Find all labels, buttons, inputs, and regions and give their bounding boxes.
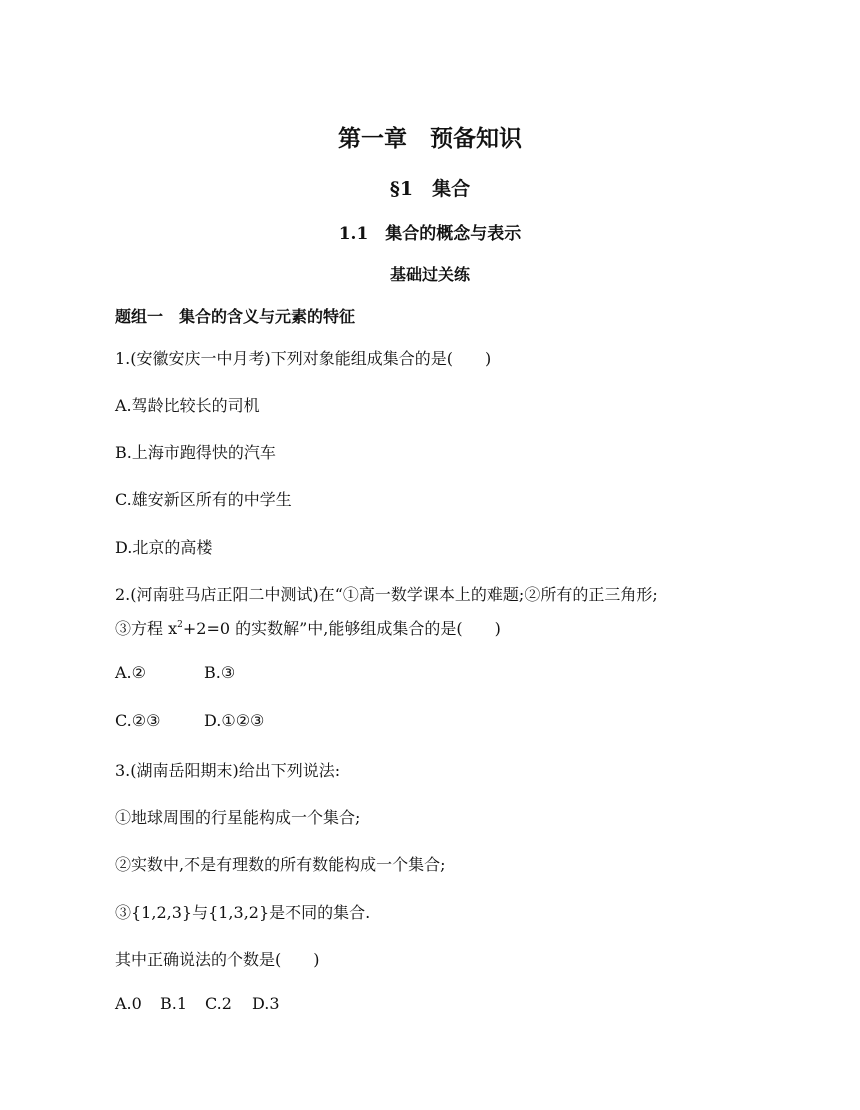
question-2-stem-line-1: 2.(河南驻马店正阳二中测试)在“①高一数学课本上的难题;②所有的正三角形;: [115, 585, 658, 604]
question-3-statement-2: ②实数中,不是有理数的所有数能构成一个集合;: [115, 855, 446, 874]
subsection-title: 1.1 集合的概念与表示: [338, 224, 522, 244]
question-3-option-a: A.0: [115, 994, 142, 1013]
question-2-stem-part-b: +2=0 的实数解”中,能够组成集合的是( ): [182, 619, 501, 638]
question-2-options-row-2: [115, 711, 264, 730]
question-3-statement-1: ①地球周围的行星能构成一个集合;: [115, 808, 361, 827]
question-2-exponent: 2: [177, 620, 183, 630]
question-2-stem-line-2: [115, 616, 501, 639]
practice-title: 基础过关练: [389, 265, 470, 284]
question-1-stem: 1.(安徽安庆一中月考)下列对象能组成集合的是( ): [115, 349, 492, 368]
question-1-option-c: C.雄安新区所有的中学生: [115, 490, 292, 509]
question-3-options: [115, 994, 280, 1013]
section-title: §1 集合: [389, 178, 471, 200]
question-2-option-b: B.③: [204, 663, 236, 682]
question-3-stem: 3.(湖南岳阳期末)给出下列说法:: [115, 761, 341, 780]
question-3-option-d: D.3: [252, 994, 280, 1013]
question-1-option-d: D.北京的高楼: [115, 538, 213, 557]
question-3-prompt: 其中正确说法的个数是( ): [115, 950, 320, 969]
question-1-option-a: A.驾龄比较长的司机: [115, 396, 260, 415]
question-2-option-d: D.①②③: [204, 711, 265, 730]
question-3-statement-3: ③{1,2,3}与{1,3,2}是不同的集合.: [115, 903, 371, 922]
question-2-option-c: C.②③: [115, 711, 161, 730]
chapter-title: 第一章 预备知识: [338, 125, 522, 152]
question-1-option-b: B.上海市跑得快的汽车: [115, 443, 276, 462]
group-heading: 题组一 集合的含义与元素的特征: [115, 307, 356, 326]
question-2-stem-part-a: ③方程 x: [115, 619, 178, 638]
question-2-option-a: A.②: [115, 663, 146, 682]
question-3-option-c: C.2: [205, 994, 232, 1013]
question-3-option-b: B.1: [160, 994, 188, 1013]
question-2-options-row-1: [115, 663, 235, 682]
